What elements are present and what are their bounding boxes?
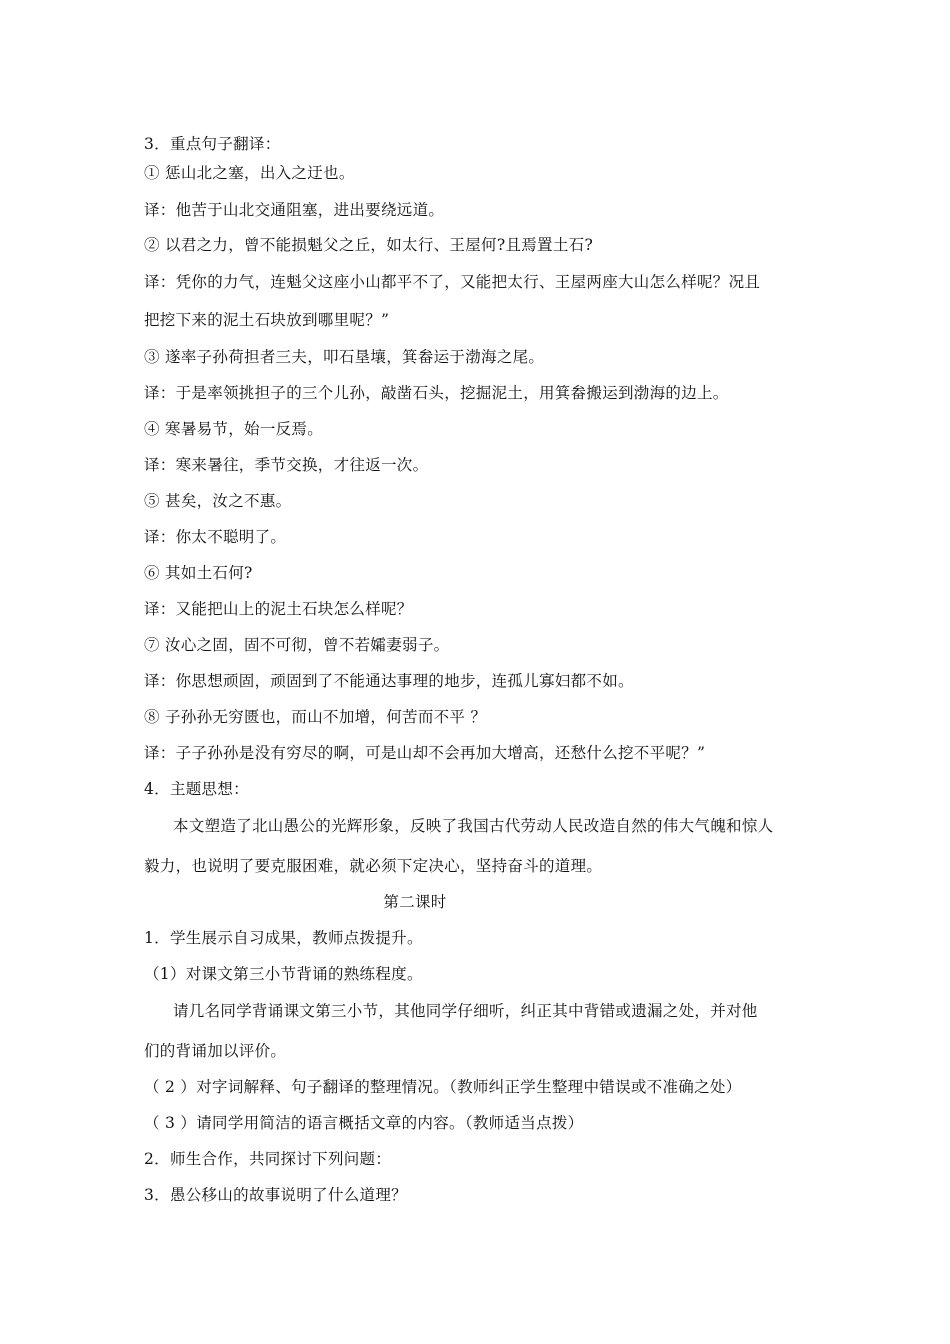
theme-paragraph-line-1: 本文塑造了北山愚公的光辉形象，反映了我国古代劳动人民改造自然的伟大气魄和惊人 xyxy=(173,817,774,835)
translation-6: 译：又能把山上的泥土石块怎么样呢？ xyxy=(144,600,413,618)
source-sentence-6: ⑥ 其如土石何? xyxy=(144,564,253,582)
step-1-item-1: （1）对课文第三小节背诵的熟练程度。 xyxy=(144,965,423,983)
translation-3: 译：于是率领挑担子的三个儿孙，敲凿石头，挖掘泥土，用箕畚搬运到渤海的边上。 xyxy=(144,384,729,402)
source-sentence-2: ② 以君之力，曾不能损魁父之丘，如太行、王屋何?且焉置土石? xyxy=(144,236,594,254)
source-sentence-3: ③ 遂率子孙荷担者三夫，叩石垦壤，箕畚运于渤海之尾。 xyxy=(144,348,545,366)
source-sentence-1: ① 惩山北之塞，出入之迂也。 xyxy=(144,164,355,182)
section-heading-sentence-translation: 3．重点句子翻译： xyxy=(144,135,281,153)
section-heading-theme: 4．主题思想： xyxy=(144,780,249,798)
step-1-item-1-detail-line-1: 请几名同学背诵课文第三小节，其他同学仔细听，纠正其中背错或遗漏之处，并对他 xyxy=(173,1002,758,1020)
theme-paragraph-line-2: 毅力，也说明了要克服困难，就必须下定决心，坚持奋斗的道理。 xyxy=(144,857,603,875)
translation-7: 译：你思想顽固，顽固到了不能通达事理的地步，连孤儿寡妇都不如。 xyxy=(144,672,634,690)
source-sentence-4: ④ 寒暑易节，始一反焉。 xyxy=(144,420,324,438)
source-sentence-5: ⑤ 甚矣，汝之不惠。 xyxy=(144,492,292,510)
lesson-title: 第二课时 xyxy=(383,893,447,911)
translation-1: 译：他苦于山北交通阻塞，进出要绕远道。 xyxy=(144,201,445,219)
step-1-item-2: （ 2 ）对字词解释、句子翻译的整理情况。（教师纠正学生整理中错误或不准确之处） xyxy=(144,1078,742,1096)
translation-2: 译：凭你的力气，连魁父这座小山都平不了，又能把太行、王屋两座大山怎么样呢？况且 xyxy=(144,273,761,291)
step-1-item-3: （ 3 ）请同学用简洁的语言概括文章的内容。（教师适当点拨） xyxy=(144,1114,584,1132)
step-1-item-1-detail-line-2: 们的背诵加以评价。 xyxy=(144,1042,287,1060)
source-sentence-8: ⑧ 子孙孙无穷匮也，而山不加增，何苦而不平 ？ xyxy=(144,708,487,726)
step-3-question: 3．愚公移山的故事说明了什么道理？ xyxy=(144,1186,407,1204)
translation-4: 译：寒来暑往，季节交换，才往返一次。 xyxy=(144,456,429,474)
step-1-heading: 1．学生展示自习成果，教师点拨提升。 xyxy=(144,929,423,947)
source-sentence-7: ⑦ 汝心之固，固不可彻，曾不若孀妻弱子。 xyxy=(144,636,450,654)
step-2-heading: 2．师生合作，共同探讨下列问题： xyxy=(144,1150,392,1168)
translation-8: 译：子子孙孙是没有穷尽的啊，可是山却不会再加大增高，还愁什么挖不平呢？” xyxy=(144,744,706,762)
translation-5: 译：你太不聪明了。 xyxy=(144,528,287,546)
translation-2-continued: 把挖下来的泥土石块放到哪里呢？” xyxy=(144,311,390,329)
